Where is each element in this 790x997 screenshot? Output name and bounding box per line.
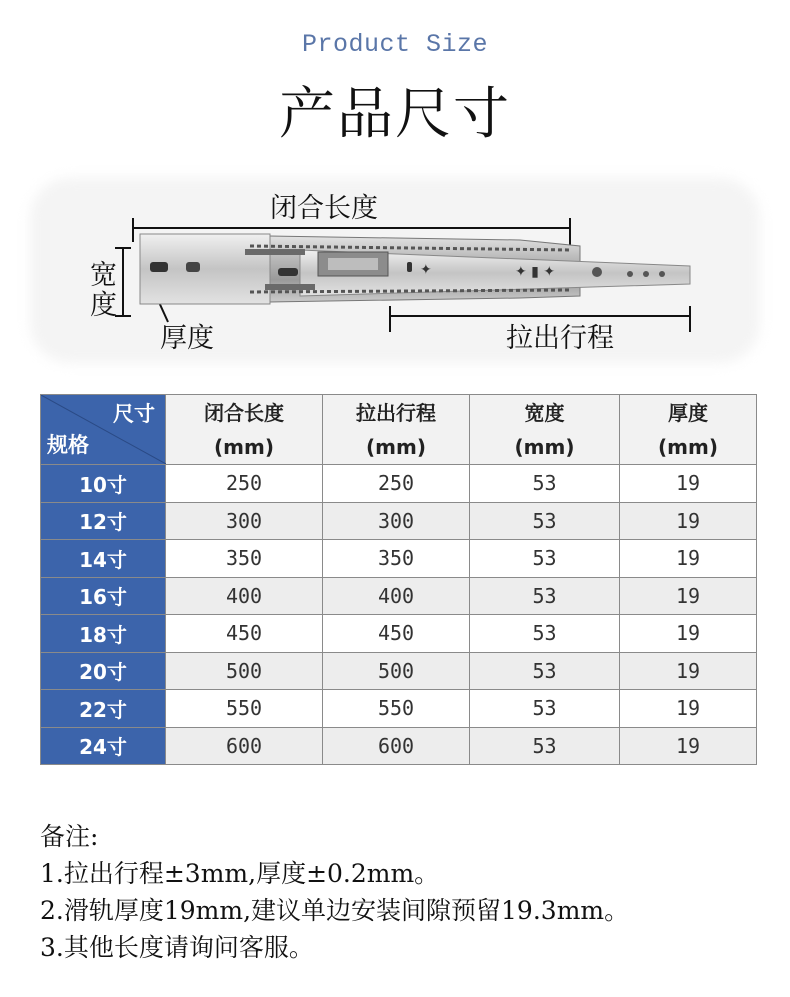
travel-cell: 500 [323, 652, 470, 690]
header-thickness [620, 395, 757, 465]
spec-cell: 16寸 [41, 577, 166, 615]
svg-text:✦: ✦ [420, 262, 432, 278]
header-name: 拉出行程 [356, 400, 436, 425]
travel-cell: 350 [323, 540, 470, 578]
travel-cell: 600 [323, 727, 470, 765]
closed-length-cell: 550 [166, 690, 323, 728]
header-width [470, 395, 620, 465]
width-cell: 53 [470, 652, 620, 690]
closed-length-cell: 600 [166, 727, 323, 765]
table-row [41, 615, 757, 653]
header-travel [323, 395, 470, 465]
slide-rail-image [0, 150, 790, 380]
table-row [41, 465, 757, 503]
thickness-cell: 19 [620, 615, 757, 653]
width-cell: 53 [470, 540, 620, 578]
thickness-label: 厚度 [160, 323, 214, 354]
table-row [41, 652, 757, 690]
header-unit: (mm) [366, 434, 426, 459]
travel-cell: 300 [323, 502, 470, 540]
spec-cell: 18寸 [41, 615, 166, 653]
width-cell: 53 [470, 690, 620, 728]
width-cell: 53 [470, 465, 620, 503]
thickness-cell: 19 [620, 540, 757, 578]
width-label-1: 宽 [90, 260, 117, 291]
spec-cell: 22寸 [41, 690, 166, 728]
closed-length-cell: 350 [166, 540, 323, 578]
header-name: 闭合长度 [204, 400, 284, 425]
thickness-cell: 19 [620, 727, 757, 765]
notes-section [40, 818, 629, 966]
note-line: 2.滑轨厚度19mm,建议单边安装间隙预留19.3mm。 [40, 896, 630, 925]
travel-cell: 400 [323, 577, 470, 615]
thickness-cell: 19 [620, 502, 757, 540]
travel-cell: 550 [323, 690, 470, 728]
travel-cell: 250 [323, 465, 470, 503]
page-title: 产品尺寸 [279, 82, 511, 147]
table-row [41, 577, 757, 615]
spec-cell: 20寸 [41, 652, 166, 690]
table-row [41, 727, 757, 765]
corner-bottom-label: 规格 [47, 433, 89, 457]
spec-cell: 14寸 [41, 540, 166, 578]
note-line: 1.拉出行程±3mm,厚度±0.2mm。 [40, 859, 440, 888]
spec-cell: 10寸 [41, 465, 166, 503]
spec-cell: 12寸 [41, 502, 166, 540]
table-row [41, 690, 757, 728]
header-name: 宽度 [524, 400, 565, 425]
closed-length-label: 闭合长度 [270, 193, 378, 224]
closed-length-cell: 500 [166, 652, 323, 690]
width-cell: 53 [470, 577, 620, 615]
width-label-2: 度 [90, 290, 117, 321]
closed-length-cell: 450 [166, 615, 323, 653]
thickness-cell: 19 [620, 577, 757, 615]
spec-cell: 24寸 [41, 727, 166, 765]
table-header-row [41, 395, 757, 465]
header-closed-length [166, 395, 323, 465]
closed-length-cell: 400 [166, 577, 323, 615]
width-cell: 53 [470, 502, 620, 540]
closed-length-cell: 300 [166, 502, 323, 540]
header-unit: (mm) [214, 434, 274, 459]
slide-rail-diagram [0, 150, 790, 380]
width-cell: 53 [470, 727, 620, 765]
corner-header-cell [41, 395, 166, 465]
thickness-cell: 19 [620, 465, 757, 503]
notes-heading: 备注: [40, 822, 99, 851]
table-row [41, 540, 757, 578]
header-unit: (mm) [658, 434, 718, 459]
header-name: 厚度 [668, 400, 708, 425]
size-table [40, 394, 757, 765]
closed-length-cell: 250 [166, 465, 323, 503]
travel-label: 拉出行程 [506, 323, 614, 354]
thickness-cell: 19 [620, 652, 757, 690]
thickness-cell: 19 [620, 690, 757, 728]
product-size-subtitle: Product Size [301, 30, 489, 59]
travel-cell: 450 [323, 615, 470, 653]
table-row [41, 502, 757, 540]
width-cell: 53 [470, 615, 620, 653]
note-line: 3.其他长度请询问客服。 [40, 933, 314, 962]
corner-top-label: 尺寸 [113, 402, 155, 426]
header-unit: (mm) [514, 434, 575, 459]
svg-text:✦ ▮ ✦: ✦ ▮ ✦ [515, 264, 556, 280]
